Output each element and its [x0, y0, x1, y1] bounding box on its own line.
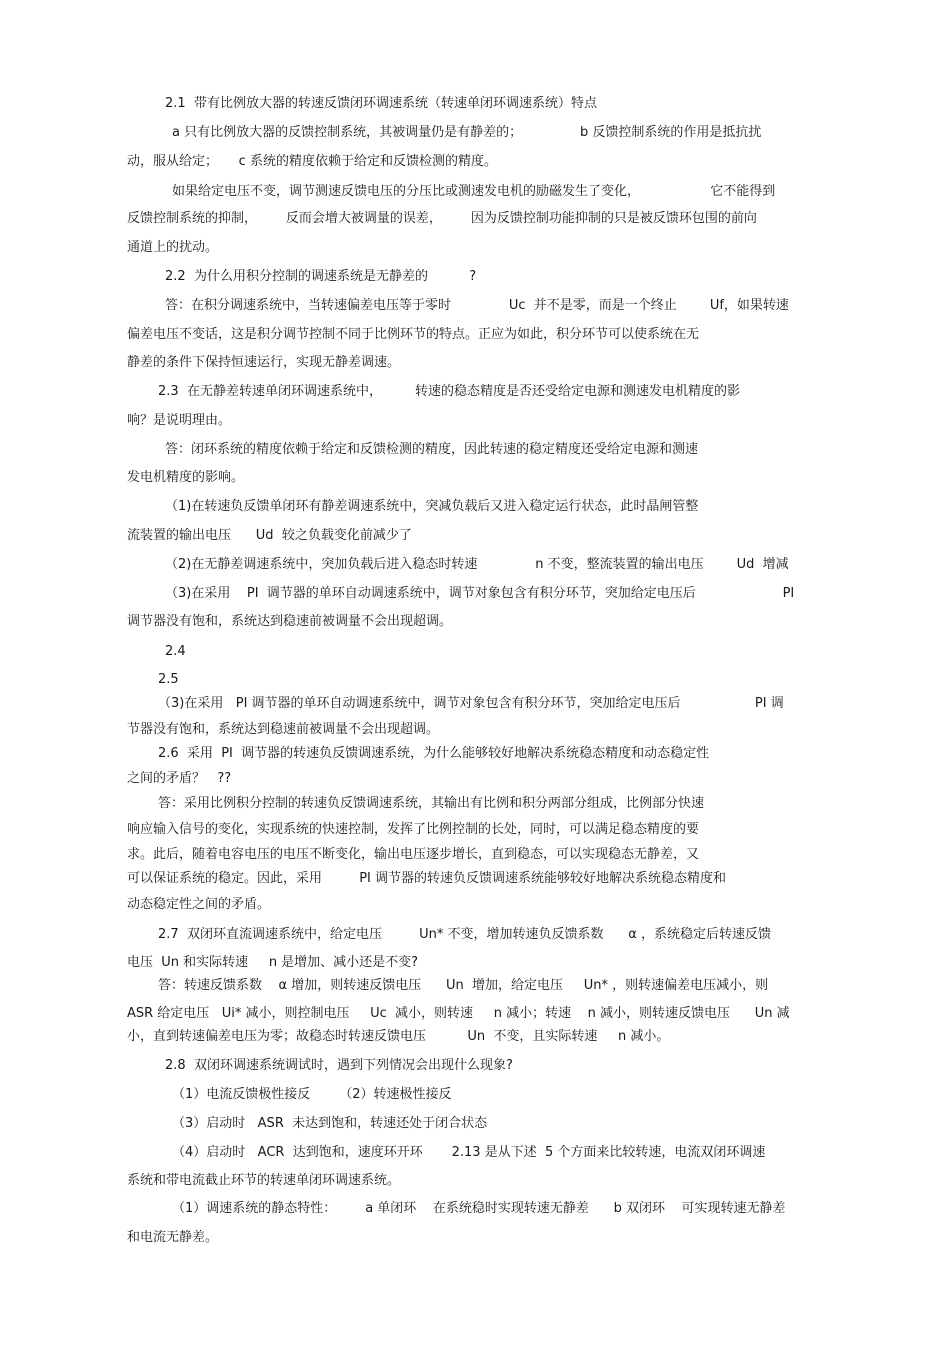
answer-line: 答：采用比例积分控制的转速负反馈调速系统，其输出有比例和积分两部分组成，比例部分快速 — [158, 796, 705, 811]
section-2-8-title: 2.8 双闭环调速系统调试时，遇到下列情况会出现什么现象? — [165, 1058, 513, 1073]
section-2-6-title: 2.6 采用 PI 调节器的转速负反馈调速系统，为什么能够较好地解决系统稳态精度和动态稳定性 — [158, 746, 710, 761]
text-line: 调节器没有饱和，系统达到稳速前被调量不会出现超调。 — [127, 614, 453, 629]
text-line: 小，直到转速偏差电压为零；故稳态时转速反馈电压 Un 不变，且实际转速 n 减小。 — [127, 1029, 670, 1044]
text-line: 通道上的扰动。 — [127, 240, 219, 255]
text-line: （3)在采用 PI 调节器的单环自动调速系统中，调节对象包含有积分环节，突加给定电压后 PI 调 — [158, 696, 784, 711]
text-line: 反馈控制系统的抑制， 反而会增大被调量的误差， 因为反馈控制功能抑制的只是被反馈环包围的前向 — [127, 211, 757, 226]
text-line: 响？是说明理由。 — [127, 413, 232, 428]
text-line: 响应输入信号的变化，实现系统的快速控制，发挥了比例控制的长处，同时，可以满足稳态精度的要 — [127, 822, 700, 837]
list-item: （3）启动时 ASR 未达到饱和，转速还处于闭合状态 — [172, 1116, 488, 1131]
text-line: 可以保证系统的稳定。因此，采用 PI 调节器的转速负反馈调速系统能够较好地解决系统稳态精度和 — [127, 871, 726, 886]
text-line: 流装置的输出电压 Ud 较之负载变化前减少了 — [127, 528, 412, 543]
text-line: 系统和带电流截止环节的转速单闭环调速系统。 — [127, 1173, 401, 1188]
text-line: 节器没有饱和，系统达到稳速前被调量不会出现超调。 — [127, 722, 440, 737]
text-line: 如果给定电压不变，调节测速反馈电压的分压比或测速发电机的励磁发生了变化， 它不能得到 — [172, 184, 776, 199]
text-line: 之间的矛盾？ ?? — [127, 771, 232, 786]
section-2-5-title: 2.5 — [158, 672, 179, 687]
section-2-4-title: 2.4 — [165, 644, 186, 659]
text-line: a 只有比例放大器的反馈控制系统，其被调量仍是有静差的； b 反馈控制系统的作用是抵抗扰 — [172, 125, 762, 140]
answer-line: 答：在积分调速系统中，当转速偏差电压等于零时 Uc 并不是零，而是一个终止 Uf，如果转速 — [165, 298, 789, 313]
section-2-2-title: 2.2 为什么用积分控制的调速系统是无静差的 ? — [165, 269, 477, 284]
text-line: （2)在无静差调速系统中，突加负载后进入稳态时转速 n 不变，整流装置的输出电压 Ud 增减 — [165, 557, 789, 572]
section-2-7-title: 2.7 双闭环直流调速系统中，给定电压 Un* 不变，增加转速负反馈系数 α ，系统稳定后转速反馈 — [158, 927, 772, 942]
text-line: 和电流无静差。 — [127, 1230, 219, 1245]
text-line: 动，服从给定； c 系统的精度依赖于给定和反馈检测的精度。 — [127, 154, 497, 169]
text-line: 发电机精度的影响。 — [127, 470, 245, 485]
list-item: （1）调速系统的静态特性： a 单闭环 在系统稳时实现转速无静差 b 双闭环 可实现转速无静差 — [172, 1201, 786, 1216]
text-line: 静差的条件下保持恒速运行，实现无静差调速。 — [127, 355, 401, 370]
text-line: （1)在转速负反馈单闭环有静差调速系统中，突减负载后又进入稳定运行状态，此时晶闸管整 — [165, 499, 699, 514]
text-line: 求。此后，随着电容电压的电压不断变化，输出电压逐步增长，直到稳态，可以实现稳态无静差，又 — [127, 847, 700, 862]
text-line: ASR 给定电压 Ui* 减小，则控制电压 Uc 减小，则转速 n 减小；转速 n 减小，则转速反馈电压 Un 减 — [127, 1006, 790, 1021]
text-line: 动态稳定性之间的矛盾。 — [127, 897, 271, 912]
text-line: 偏差电压不变话，这是积分调节控制不同于比例环节的特点。正应为如此，积分环节可以使系统在无 — [127, 327, 700, 342]
list-item: （1）电流反馈极性接反 （2）转速极性接反 — [172, 1087, 452, 1102]
text-line: （3)在采用 PI 调节器的单环自动调速系统中，调节对象包含有积分环节，突加给定电压后 PI — [165, 586, 795, 601]
text-line: 电压 Un 和实际转速 n 是增加、减小还是不变? — [127, 955, 419, 970]
answer-line: 答：转速反馈系数 α 增加，则转速反馈电压 Un 增加，给定电压 Un* ，则转速偏差电压减小，则 — [158, 978, 769, 993]
list-item: （4）启动时 ACR 达到饱和，速度环开环 2.13 是从下述 5 个方面来比较转速，电流双闭环调速 — [172, 1145, 766, 1160]
answer-line: 答：闭环系统的精度依赖于给定和反馈检测的精度，因此转速的稳定精度还受给定电源和测速 — [165, 442, 699, 457]
section-2-1-title: 2.1 带有比例放大器的转速反馈闭环调速系统（转速单闭环调速系统）特点 — [165, 96, 597, 111]
section-2-3-title: 2.3 在无静差转速单闭环调速系统中， 转速的稳态精度是否还受给定电源和测速发电机精度的影 — [158, 384, 740, 399]
